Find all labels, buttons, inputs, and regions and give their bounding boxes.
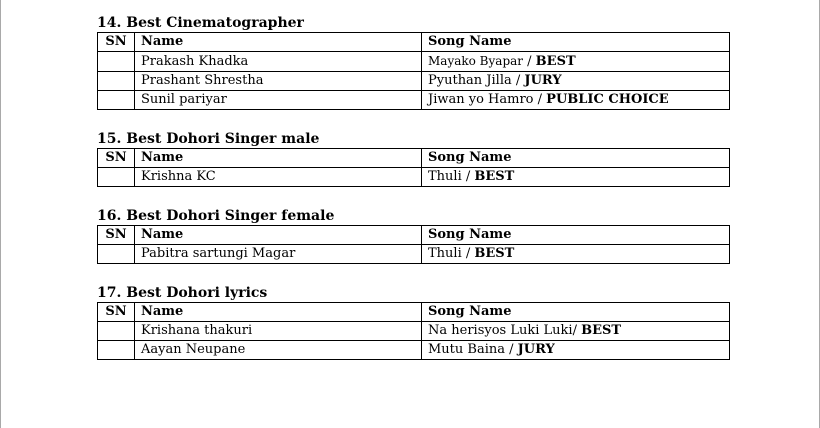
award-label: BEST bbox=[474, 169, 515, 184]
awards-table bbox=[97, 148, 730, 187]
table-header-row bbox=[98, 149, 730, 168]
header-sn: SN bbox=[98, 303, 135, 322]
cell-sn bbox=[98, 52, 135, 72]
song-separator: / bbox=[461, 169, 475, 184]
header-name: Name bbox=[135, 303, 422, 322]
cell-sn bbox=[98, 245, 135, 264]
section-best-dohori-lyrics bbox=[97, 285, 729, 360]
cell-song bbox=[422, 72, 730, 91]
header-name: Name bbox=[135, 149, 422, 168]
song-separator: / bbox=[461, 246, 475, 261]
header-name: Name bbox=[135, 33, 422, 52]
award-label: BEST bbox=[581, 323, 622, 338]
section-title: 15. Best Dohori Singer male bbox=[97, 131, 320, 147]
cell-sn bbox=[98, 91, 135, 110]
song-title: Pyuthan Jilla bbox=[428, 73, 512, 88]
cell-song bbox=[422, 168, 730, 187]
cell-name: Prakash Khadka bbox=[135, 52, 422, 72]
cell-sn bbox=[98, 168, 135, 187]
section-best-dohori-singer-female bbox=[97, 208, 729, 264]
table-row bbox=[98, 72, 730, 91]
song-title: Mayako Byapar bbox=[428, 54, 524, 68]
awards-table bbox=[97, 302, 730, 360]
cell-sn bbox=[98, 72, 135, 91]
table-header-row bbox=[98, 33, 730, 52]
table-header-row bbox=[98, 303, 730, 322]
award-label: PUBLIC CHOICE bbox=[546, 92, 669, 107]
section-best-cinematographer bbox=[97, 15, 729, 110]
table-row bbox=[98, 52, 730, 72]
cell-sn bbox=[98, 341, 135, 360]
song-separator: / bbox=[533, 92, 547, 107]
cell-name: Prashant Shrestha bbox=[135, 72, 422, 91]
song-title: Mutu Baina bbox=[428, 342, 505, 357]
cell-name: Krishna KC bbox=[135, 168, 422, 187]
song-title: Thuli bbox=[428, 169, 462, 184]
table-row bbox=[98, 322, 730, 341]
table-row bbox=[98, 168, 730, 187]
header-song-name: Song Name bbox=[422, 33, 730, 52]
song-title: Jiwan yo Hamro bbox=[428, 92, 534, 107]
cell-name: Aayan Neupane bbox=[135, 341, 422, 360]
table-row bbox=[98, 341, 730, 360]
section-title: 16. Best Dohori Singer female bbox=[97, 208, 335, 224]
cell-name: Pabitra sartungi Magar bbox=[135, 245, 422, 264]
section-best-dohori-singer-male bbox=[97, 131, 729, 187]
header-song-name: Song Name bbox=[422, 149, 730, 168]
song-separator: / bbox=[572, 323, 582, 338]
header-name: Name bbox=[135, 226, 422, 245]
song-separator: / bbox=[505, 342, 518, 357]
award-label: JURY bbox=[517, 342, 555, 357]
cell-sn bbox=[98, 322, 135, 341]
song-title: Na herisyos Luki Luki bbox=[428, 323, 573, 338]
table-header-row bbox=[98, 226, 730, 245]
table-row bbox=[98, 245, 730, 264]
song-separator: / bbox=[511, 73, 525, 88]
header-sn: SN bbox=[98, 33, 135, 52]
cell-song bbox=[422, 322, 730, 341]
header-sn: SN bbox=[98, 226, 135, 245]
awards-table bbox=[97, 32, 730, 110]
header-song-name: Song Name bbox=[422, 226, 730, 245]
song-separator: / bbox=[523, 54, 536, 69]
section-title: 17. Best Dohori lyrics bbox=[97, 285, 268, 301]
award-label: BEST bbox=[535, 54, 576, 69]
section-title: 14. Best Cinematographer bbox=[97, 15, 304, 31]
cell-song bbox=[422, 341, 730, 360]
cell-name: Sunil pariyar bbox=[135, 91, 422, 110]
header-song-name: Song Name bbox=[422, 303, 730, 322]
header-sn: SN bbox=[98, 149, 135, 168]
cell-song bbox=[422, 245, 730, 264]
cell-song bbox=[422, 91, 730, 110]
cell-name: Krishana thakuri bbox=[135, 322, 422, 341]
table-row bbox=[98, 91, 730, 110]
award-label: JURY bbox=[524, 73, 562, 88]
awards-table bbox=[97, 225, 730, 264]
song-title: Thuli bbox=[428, 246, 462, 261]
cell-song bbox=[422, 52, 730, 72]
award-label: BEST bbox=[474, 246, 515, 261]
